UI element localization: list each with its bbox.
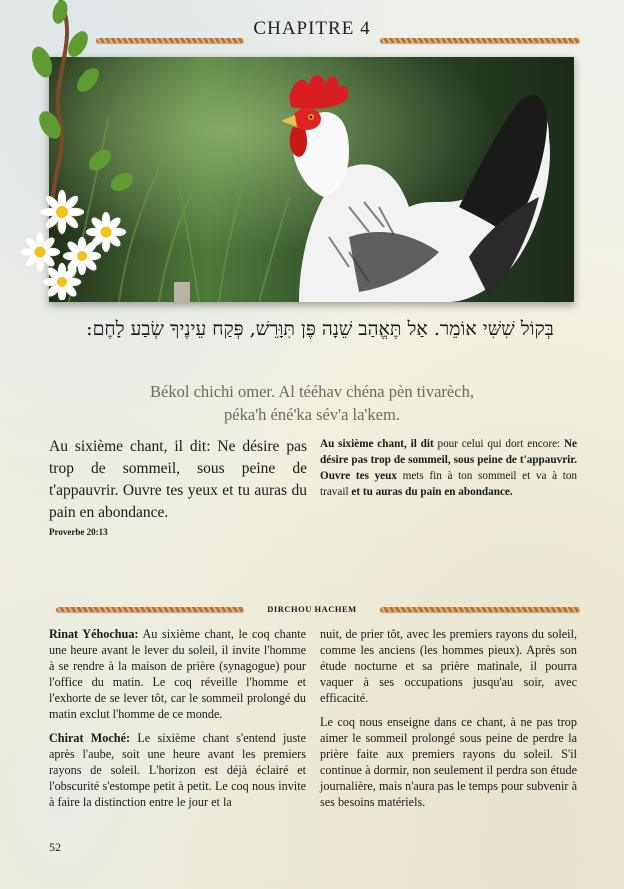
chapter-title: CHAPITRE 4 bbox=[253, 18, 371, 39]
commentary-left-column bbox=[49, 626, 306, 818]
commentary-author: Rinat Yéhochua: bbox=[49, 627, 139, 641]
explained-part: pour celui qui dort encore: bbox=[433, 438, 564, 450]
commentary-paragraph: Le coq nous enseigne dans ce chant, à ne pas trop aimer le sommeil prolongé sous peine de perdre la prière faite aux premiers rayons du soleil. S'il continue à dormir, non seulement il perdra son étude journalière, mais n'aura pas le temps pour subvenir à ses besoins matériels. bbox=[320, 715, 577, 809]
explained-part: Au sixième chant, il dit bbox=[320, 438, 434, 450]
commentary-paragraph bbox=[49, 730, 306, 810]
vine-flower-decoration bbox=[0, 0, 140, 300]
transliteration-line-1: Békol chichi omer. Al tééhav chéna pèn tivarèch, bbox=[150, 382, 474, 401]
commentary-paragraph bbox=[49, 626, 306, 722]
commentary-right-column bbox=[320, 626, 577, 818]
explained-translation bbox=[320, 436, 577, 500]
transliteration-line-2: péka'h éné'ka sév'a la'kem. bbox=[224, 405, 400, 424]
transliteration bbox=[80, 380, 544, 426]
commentary-author: Chirat Moché: bbox=[49, 731, 131, 745]
verse-translation: Au sixième chant, il dit: Ne désire pas trop de sommeil, sous peine de t'appauvrir. Ouvre tes yeux et tu auras du pain en abondance. bbox=[49, 438, 307, 521]
commentary-text: Au sixième chant, le coq chante une heure avant le lever du soleil, il invite l'homme à se rendre à la maison de prière (synagogue) pour l'office du matin. Le coq réveille l'homme et l'exhorte de se lever tôt, car le sommeil prolongé du matin exclut l'homme de ce monde. bbox=[49, 627, 306, 721]
commentary-text: Le sixième chant s'entend juste après l'aube, soit une heure avant les premiers rayons de soleil. L'horizon est déjà éclairé et l'obscurité s'estompe petit à petit. Le coq nous invite à faire la distinction entre le jour et la bbox=[49, 731, 307, 809]
explained-part: et tu auras du pain en abondance. bbox=[351, 486, 513, 498]
page-number: 52 bbox=[49, 840, 61, 854]
proverb-reference: Proverbe 20:13 bbox=[49, 527, 108, 537]
explained-part: Ne désire pas trop de sommeil, sous peine de t'appauvrir. Ouvre tes yeux bbox=[320, 438, 578, 482]
hebrew-verse: בְּקוֹל שִׁשִּׁי אוֹמֵר. אַל תֶּאֱהַב שֵׁנָה פֶּן תִּוָּרֵשׁ, פְּקַח עֵינֶיךָ שְׂבַע לָחֶם: bbox=[86, 318, 554, 340]
explained-part: mets fin à ton sommeil et va à ton travail bbox=[320, 470, 578, 498]
section-label: DIRCHOU HACHEM bbox=[267, 604, 357, 614]
commentary-paragraph: nuit, de prier tôt, avec les premiers rayons du soleil, comme les anciens (les hommes pieux). Après son étude nocturne et sa prière matinale, il pourra vaquer à ses occupations jusqu'au soir, avec efficacité. bbox=[320, 627, 577, 705]
